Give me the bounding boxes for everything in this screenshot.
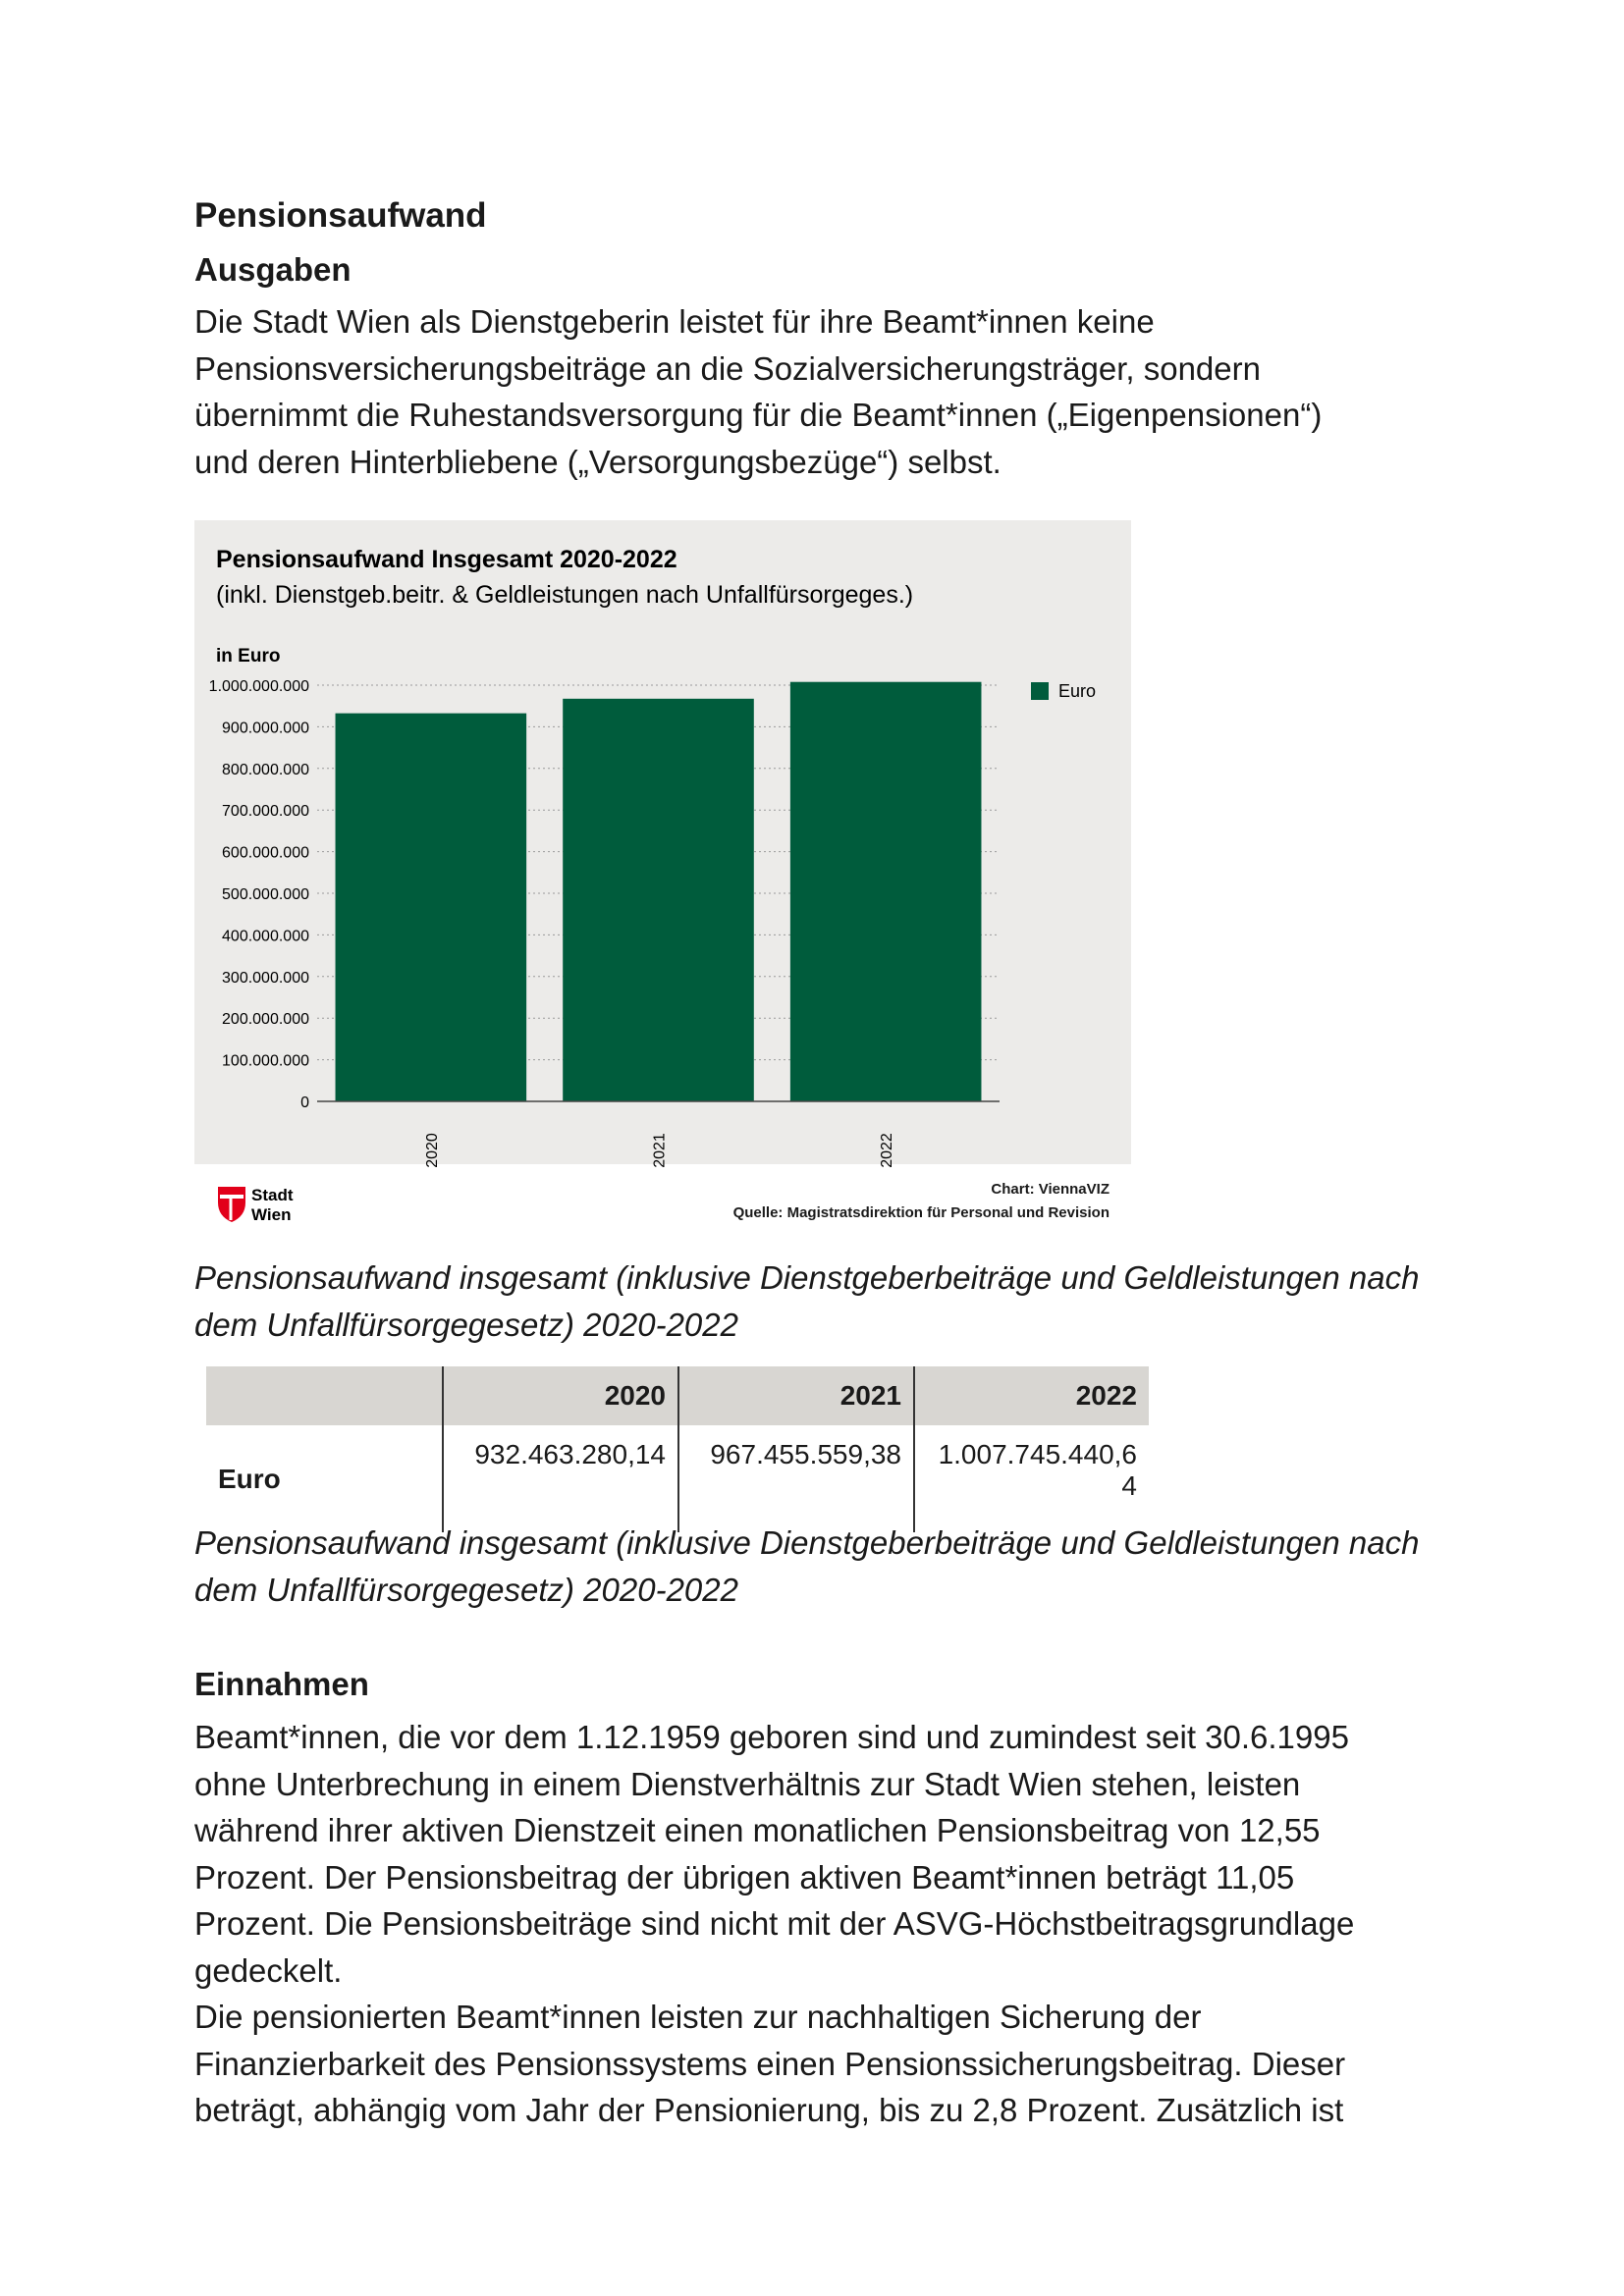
chart-source: Quelle: Magistratsdirektion für Personal und Revision — [732, 1204, 1110, 1221]
table-header-empty — [206, 1366, 443, 1425]
x-tick-labels — [424, 1133, 895, 1168]
text-line: und deren Hinterbliebene („Versorgungsbezüge“) selbst. — [194, 443, 1001, 480]
y-tick-label: 200.000.000 — [222, 1011, 309, 1029]
text-line: gedeckelt. — [194, 1951, 343, 1989]
y-tick-label: 1.000.000.000 — [208, 678, 309, 695]
table-header-2021: 2021 — [678, 1366, 914, 1425]
chart-title: Pensionsaufwand Insgesamt 2020-2022 — [216, 546, 677, 573]
stadt-wien-logo — [216, 1183, 294, 1224]
chart-subtitle: (inkl. Dienstgeb.beitr. & Geldleistungen nach Unfallfürsorgeges.) — [216, 581, 914, 609]
y-tick-label: 300.000.000 — [222, 969, 309, 987]
x-tick-label: 2022 — [879, 1133, 896, 1168]
text-line: Die pensionierten Beamt*innen leisten zur nachhaltigen Sicherung der — [194, 1999, 1202, 2035]
table-header-2022: 2022 — [914, 1366, 1149, 1425]
chart-footer — [194, 1173, 1117, 1227]
y-tick-label: 900.000.000 — [222, 720, 309, 737]
bar-2021 — [563, 699, 754, 1101]
text-line: Beamt*innen, die vor dem 1.12.1959 geboren sind und zumindest seit 30.6.1995 — [194, 1719, 1349, 1755]
bar-2022 — [790, 682, 982, 1101]
caption-line: Pensionsaufwand insgesamt (inklusive Dienstgeberbeiträge und Geldleistungen nach — [194, 1259, 1420, 1296]
chart-credit: Chart: ViennaVIZ — [991, 1181, 1110, 1198]
table-caption — [194, 1520, 1471, 1613]
y-tick-label: 400.000.000 — [222, 928, 309, 945]
data-table — [206, 1366, 1149, 1532]
section-title: Pensionsaufwand — [194, 196, 487, 235]
y-tick-label: 100.000.000 — [222, 1052, 309, 1070]
caption-line: Pensionsaufwand insgesamt (inklusive Dienstgeberbeiträge und Geldleistungen nach — [194, 1524, 1420, 1561]
bar-chart — [194, 520, 1131, 1168]
chart-card — [194, 520, 1131, 1168]
legend-label: Euro — [1058, 681, 1097, 701]
x-tick-label: 2020 — [423, 1133, 441, 1168]
y-tick-label: 700.000.000 — [222, 803, 309, 821]
table-cell-2021: 967.455.559,38 — [678, 1425, 914, 1532]
y-tick-label: 800.000.000 — [222, 761, 309, 778]
y-axis-label: in Euro — [216, 646, 281, 667]
legend-swatch — [1031, 682, 1049, 700]
y-tick-label: 500.000.000 — [222, 886, 309, 903]
table-header-2020: 2020 — [443, 1366, 678, 1425]
table-cell-2022 — [914, 1425, 1149, 1532]
logo-text-wien: Wien — [251, 1205, 292, 1224]
table-header-row — [206, 1366, 1149, 1425]
chart-caption — [194, 1255, 1471, 1348]
ausgaben-heading: Ausgaben — [194, 251, 352, 288]
table-cell-2020: 932.463.280,14 — [443, 1425, 678, 1532]
text-line: Pensionsversicherungsbeiträge an die Sozialversicherungsträger, sondern — [194, 349, 1261, 387]
text-line: übernimmt die Ruhestandsversorgung für die Beamt*innen („Eigenpensionen“) — [194, 397, 1323, 433]
einnahmen-heading: Einnahmen — [194, 1666, 369, 1702]
table-row-label: Euro — [218, 1463, 281, 1494]
einnahmen-paragraph — [194, 1714, 1432, 2134]
y-tick-label: 600.000.000 — [222, 844, 309, 862]
y-tick-labels — [209, 678, 309, 1111]
table-row — [206, 1425, 1149, 1532]
cell-line: 4 — [1121, 1470, 1137, 1501]
bars — [336, 682, 982, 1101]
x-tick-label: 2021 — [651, 1133, 669, 1168]
bar-2020 — [336, 714, 527, 1101]
text-line: beträgt, abhängig vom Jahr der Pensionierung, bis zu 2,8 Prozent. Zusätzlich ist — [194, 2092, 1344, 2128]
text-line: ohne Unterbrechung in einem Dienstverhältnis zur Stadt Wien stehen, leisten — [194, 1765, 1301, 1802]
caption-line: dem Unfallfürsorgegesetz) 2020-2022 — [194, 1306, 738, 1343]
cell-line: 1.007.745.440,6 — [938, 1439, 1137, 1469]
text-line: Prozent. Der Pensionsbeitrag der übrigen aktiven Beamt*innen beträgt 11,05 — [194, 1858, 1295, 1896]
text-line: Finanzierbarkeit des Pensionssystems einen Pensionssicherungsbeitrag. Dieser — [194, 2045, 1346, 2082]
y-tick-label: 0 — [300, 1095, 309, 1111]
caption-line: dem Unfallfürsorgegesetz) 2020-2022 — [194, 1571, 738, 1608]
ausgaben-paragraph — [194, 298, 1432, 485]
text-line: während ihrer aktiven Dienstzeit einen monatlichen Pensionsbeitrag von 12,55 — [194, 1812, 1321, 1848]
logo-text-stadt: Stadt — [251, 1186, 294, 1204]
text-line: Prozent. Die Pensionsbeiträge sind nicht mit der ASVG-Höchstbeitragsgrundlage — [194, 1905, 1355, 1942]
text-line: Die Stadt Wien als Dienstgeberin leistet für ihre Beamt*innen keine — [194, 303, 1155, 340]
